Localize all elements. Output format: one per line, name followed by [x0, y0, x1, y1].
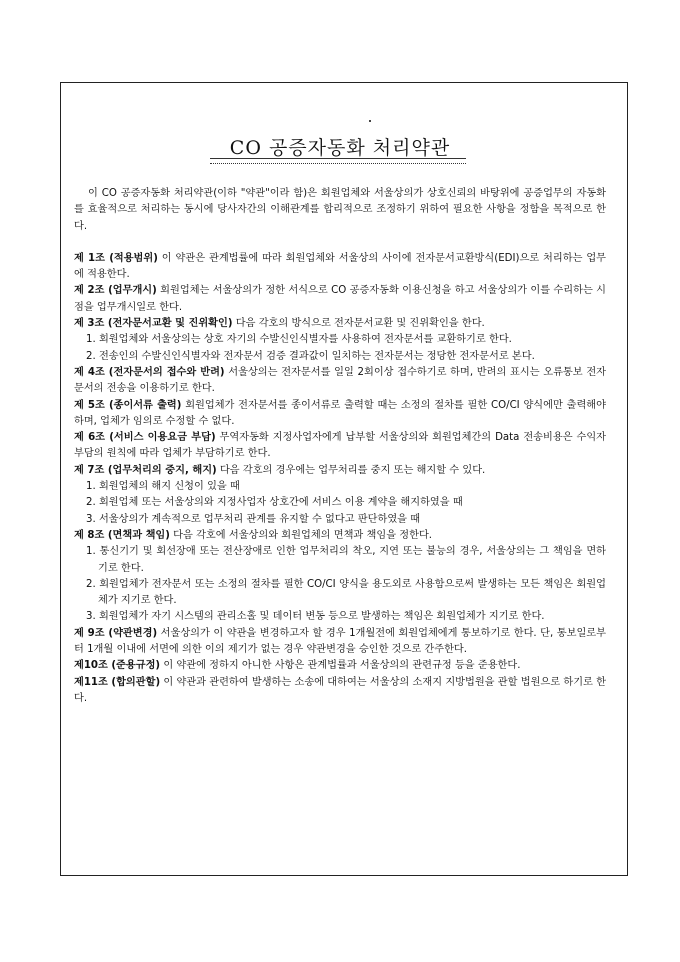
article-9	[74, 626, 606, 659]
list-item: 1. 회원업체와 서울상의는 상호 자기의 수발신인식별자를 사용하여 전자문서를 교환하기로 한다.	[86, 334, 512, 346]
article-text: 서울상의는 전자문서를 일일 2회이상 접수하기로 하며, 반려의 표시는 오류통보 전자문서의 전송을 이용하기로 한다.	[74, 366, 606, 395]
document-body	[74, 186, 606, 707]
article-2	[74, 283, 606, 316]
article-7	[74, 463, 606, 479]
article-heading: 제 3조 (전자문서교환 및 진위확인)	[74, 318, 233, 330]
title-underline	[210, 158, 466, 164]
article-8	[74, 528, 606, 544]
article-heading: 제 1조 (적용범위)	[74, 252, 158, 264]
article-heading: 제10조 (준용규정)	[74, 660, 161, 672]
article-heading: 제 2조 (업무개시)	[74, 285, 157, 297]
article-heading: 제11조 (합의관할)	[74, 676, 161, 688]
article-text: 다음 각호에 서울상의와 회원업체의 면책과 책임을 정한다.	[169, 529, 433, 541]
list-item: 2. 회원업체 또는 서울상의와 지정사업자 상호간에 서비스 이용 계약을 해지하였을 때	[86, 497, 463, 509]
list-item: 2. 전송인의 수발신인식별자와 전자문서 검증 결과값이 일치하는 전자문서는 정당한 전자문서로 본다.	[86, 350, 535, 362]
article-text: 다음 각호의 방식으로 전자문서교환 및 진위확인을 한다.	[232, 318, 485, 330]
article-heading: 제 8조 (면책과 책임)	[74, 529, 170, 541]
article-1	[74, 251, 606, 284]
article-heading: 제 9조 (약관변경)	[74, 627, 158, 639]
list-item: 1. 통신기기 및 회선장애 또는 전산장애로 인한 업무처리의 착오, 지연 또는 불능의 경우, 서울상의는 그 책임을 면하기로 한다.	[86, 546, 606, 574]
list-item: 2. 회원업체가 전자문서 또는 소정의 절차를 필한 CO/CI 양식을 용도외로 사용함으로써 발생하는 모든 책임은 회원업체가 지기로 한다.	[86, 578, 606, 607]
article-4	[74, 365, 606, 398]
article-10	[74, 658, 606, 674]
article-text: 서울상의가 이 약관을 변경하고자 할 경우 1개월전에 회원업체에게 통보하기로 한다. 단, 통보일로부터 1개월 이내에 서면에 의한 이의 제기가 없는 경우 약관변경을 승인한 것으로 간주한다.	[74, 627, 606, 656]
article-text: 회원업체가 전자문서를 종이서류로 출력할 때는 소정의 절차를 필한 CO/CI 양식에만 출력해야 하며, 업체가 임의로 수정할 수 없다.	[74, 399, 606, 427]
document-title: CO 공증자동화 처리약관	[229, 137, 451, 159]
article-text: 회원업체는 서울상의가 정한 서식으로 CO 공증자동화 이용신청을 하고 서울상의가 이를 수리하는 시점을 업무개시일로 한다.	[74, 285, 606, 313]
intro-paragraph: 이 CO 공증자동화 처리약관(이하 "약관"이라 함)은 회원업체와 서울상의가 상호신뢰의 바탕위에 공증업무의 자동화를 효율적으로 처리하는 동시에 당사자간의 이해관계를 합리적으로 조정하기 위하여 필요한 사항을 정함을 목적으로 한다.	[74, 188, 606, 232]
article-heading: 제 5조 (종이서류 출력)	[74, 399, 182, 411]
article-text: 이 약관과 관련하여 발생하는 소송에 대하여는 서울상의 소재지 지방법원을 관할 법원으로 하기로 한다.	[74, 676, 606, 704]
list-item: 3. 서울상의가 계속적으로 업무처리 관계를 유지할 수 없다고 판단하였을 때	[86, 513, 421, 525]
article-11	[74, 675, 606, 708]
article-text: 이 약관은 관계법률에 따라 회원업체와 서울상의 사이에 전자문서교환방식(EDI)으로 처리하는 업무에 적용한다.	[74, 252, 607, 281]
article-heading: 제 7조 (업무처리의 중지, 해지)	[74, 464, 217, 476]
article-heading: 제 4조 (전자문서의 접수와 반려)	[74, 366, 225, 378]
article-6	[74, 430, 606, 463]
decorative-dot	[369, 120, 371, 122]
article-text: 다음 각호의 경우에는 업무처리를 중지 또는 해지할 수 있다.	[216, 464, 486, 476]
list-item: 1. 회원업체의 해지 신청이 있을 때	[86, 481, 240, 493]
article-3	[74, 316, 606, 332]
article-text: 이 약관에 정하지 아니한 사항은 관계법률과 서울상의의 관련규정 등을 준용한다.	[160, 660, 521, 672]
article-heading: 제 6조 (서비스 이용요금 부담)	[74, 432, 216, 444]
article-text: 무역자동화 지정사업자에게 납부할 서울상의와 회원업체간의 Data 전송비용은 수익자부담의 원칙에 따라 업체가 부담하기로 한다.	[74, 432, 607, 460]
article-5	[74, 398, 606, 431]
list-item: 3. 회원업체가 자기 시스템의 관리소홀 및 데이터 변동 등으로 발생하는 책임은 회원업체가 지기로 한다.	[86, 611, 545, 623]
